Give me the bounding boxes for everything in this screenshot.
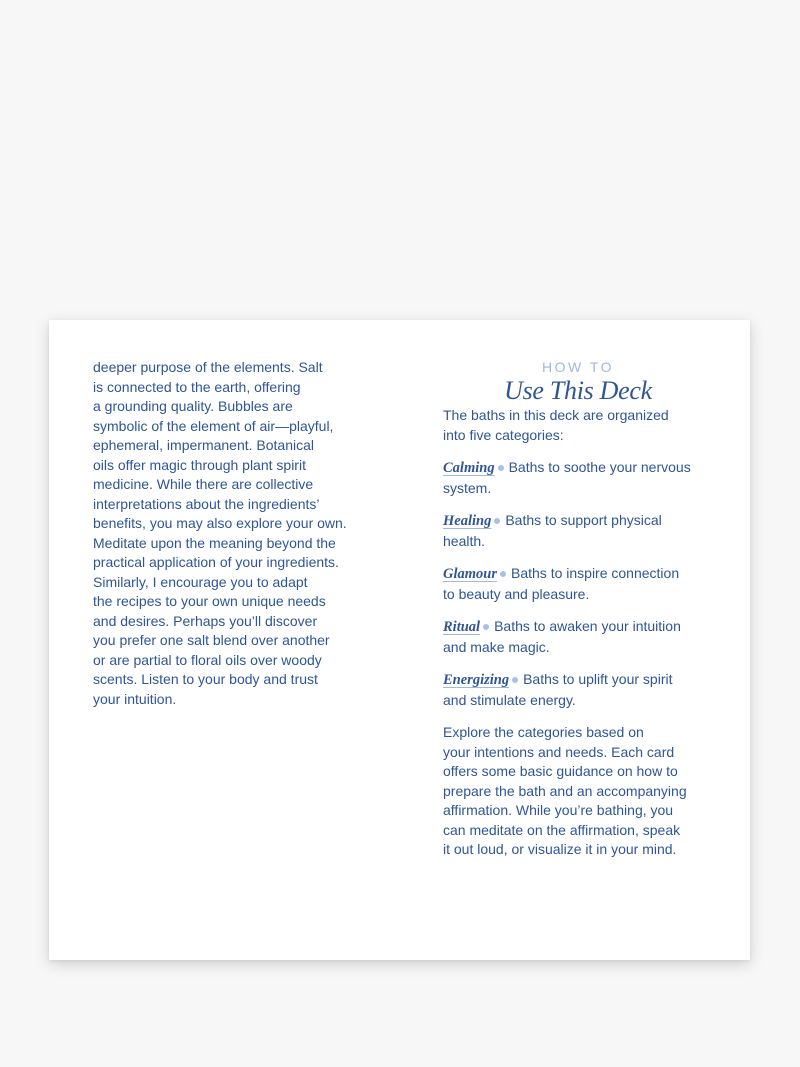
outro-line: it out loud, or visualize it in your mind. xyxy=(443,841,677,857)
category-description: Baths to support physical xyxy=(505,512,662,528)
body-line: Similarly, I encourage you to adapt xyxy=(93,573,308,590)
body-line: you prefer one salt blend over another xyxy=(93,632,330,648)
heading-title: Use This Deck xyxy=(504,376,652,405)
outro-line: Explore the categories based on xyxy=(443,724,644,740)
body-line: scents. Listen to your body and trust xyxy=(93,671,318,687)
bullet-dot-icon xyxy=(494,518,500,524)
category-description: Baths to awaken your intuition xyxy=(494,618,681,634)
outro-line: your intentions and needs. Each card xyxy=(443,743,675,760)
category-name: Calming xyxy=(443,460,495,476)
outro-line: prepare the bath and an accompanying xyxy=(443,782,687,799)
bullet-dot-icon xyxy=(498,465,504,471)
right-page xyxy=(443,358,713,860)
bullet-dot-icon xyxy=(500,571,506,577)
body-line: interpretations about the ingredients’ xyxy=(93,495,320,512)
body-line: your intuition. xyxy=(93,690,177,707)
category-description-cont: system. xyxy=(443,479,492,496)
body-line: ephemeral, impermanent. Botanical xyxy=(93,437,315,453)
book-spread xyxy=(49,320,750,960)
body-line: is connected to the earth, offering xyxy=(93,378,301,395)
body-line: and desires. Perhaps you’ll discover xyxy=(93,612,318,629)
left-page-body xyxy=(93,358,365,709)
category-description: Baths to soothe your nervous xyxy=(508,459,691,475)
bullet-dot-icon xyxy=(483,624,489,630)
body-line: or are partial to floral oils over woody xyxy=(93,651,322,668)
intro-line: The baths in this deck are organized xyxy=(443,407,669,423)
body-line: the recipes to your own unique needs xyxy=(93,593,326,609)
intro-line: into five categories: xyxy=(443,426,564,443)
body-line: symbolic of the element of air—playful, xyxy=(93,417,334,434)
heading-kicker: HOW TO xyxy=(541,359,615,375)
category-name: Healing xyxy=(443,513,492,529)
category-energizing xyxy=(443,670,713,710)
category-description-cont: health. xyxy=(443,532,486,549)
body-line: Meditate upon the meaning beyond the xyxy=(93,534,336,551)
outro-line: affirmation. While you’re bathing, you xyxy=(443,802,674,818)
body-line: deeper purpose of the elements. Salt xyxy=(93,359,323,375)
outro-line: can meditate on the affirmation, speak xyxy=(443,821,681,838)
outro-line: offers some basic guidance on how to xyxy=(443,763,678,779)
intro-paragraph xyxy=(443,406,713,445)
category-description-cont: to beauty and pleasure. xyxy=(443,585,590,602)
body-line: oils offer magic through plant spirit xyxy=(93,456,306,473)
category-glamour xyxy=(443,564,713,604)
category-name: Ritual xyxy=(443,619,481,635)
category-calming xyxy=(443,458,713,498)
body-line: medicine. While there are collective xyxy=(93,476,314,492)
body-line: practical application of your ingredients. xyxy=(93,554,339,570)
category-name: Energizing xyxy=(443,672,510,688)
section-heading xyxy=(443,358,713,406)
category-description: Baths to uplift your spirit xyxy=(523,671,673,687)
category-ritual xyxy=(443,617,713,657)
bullet-dot-icon xyxy=(512,677,518,683)
category-description-cont: and stimulate energy. xyxy=(443,691,576,708)
left-page xyxy=(93,358,365,709)
category-description: Baths to inspire connection xyxy=(511,565,680,581)
category-healing xyxy=(443,511,713,551)
body-line: benefits, you may also explore your own. xyxy=(93,515,347,531)
outro-paragraph xyxy=(443,723,713,860)
body-line: a grounding quality. Bubbles are xyxy=(93,398,293,414)
category-description-cont: and make magic. xyxy=(443,638,550,655)
category-name: Glamour xyxy=(443,566,497,582)
